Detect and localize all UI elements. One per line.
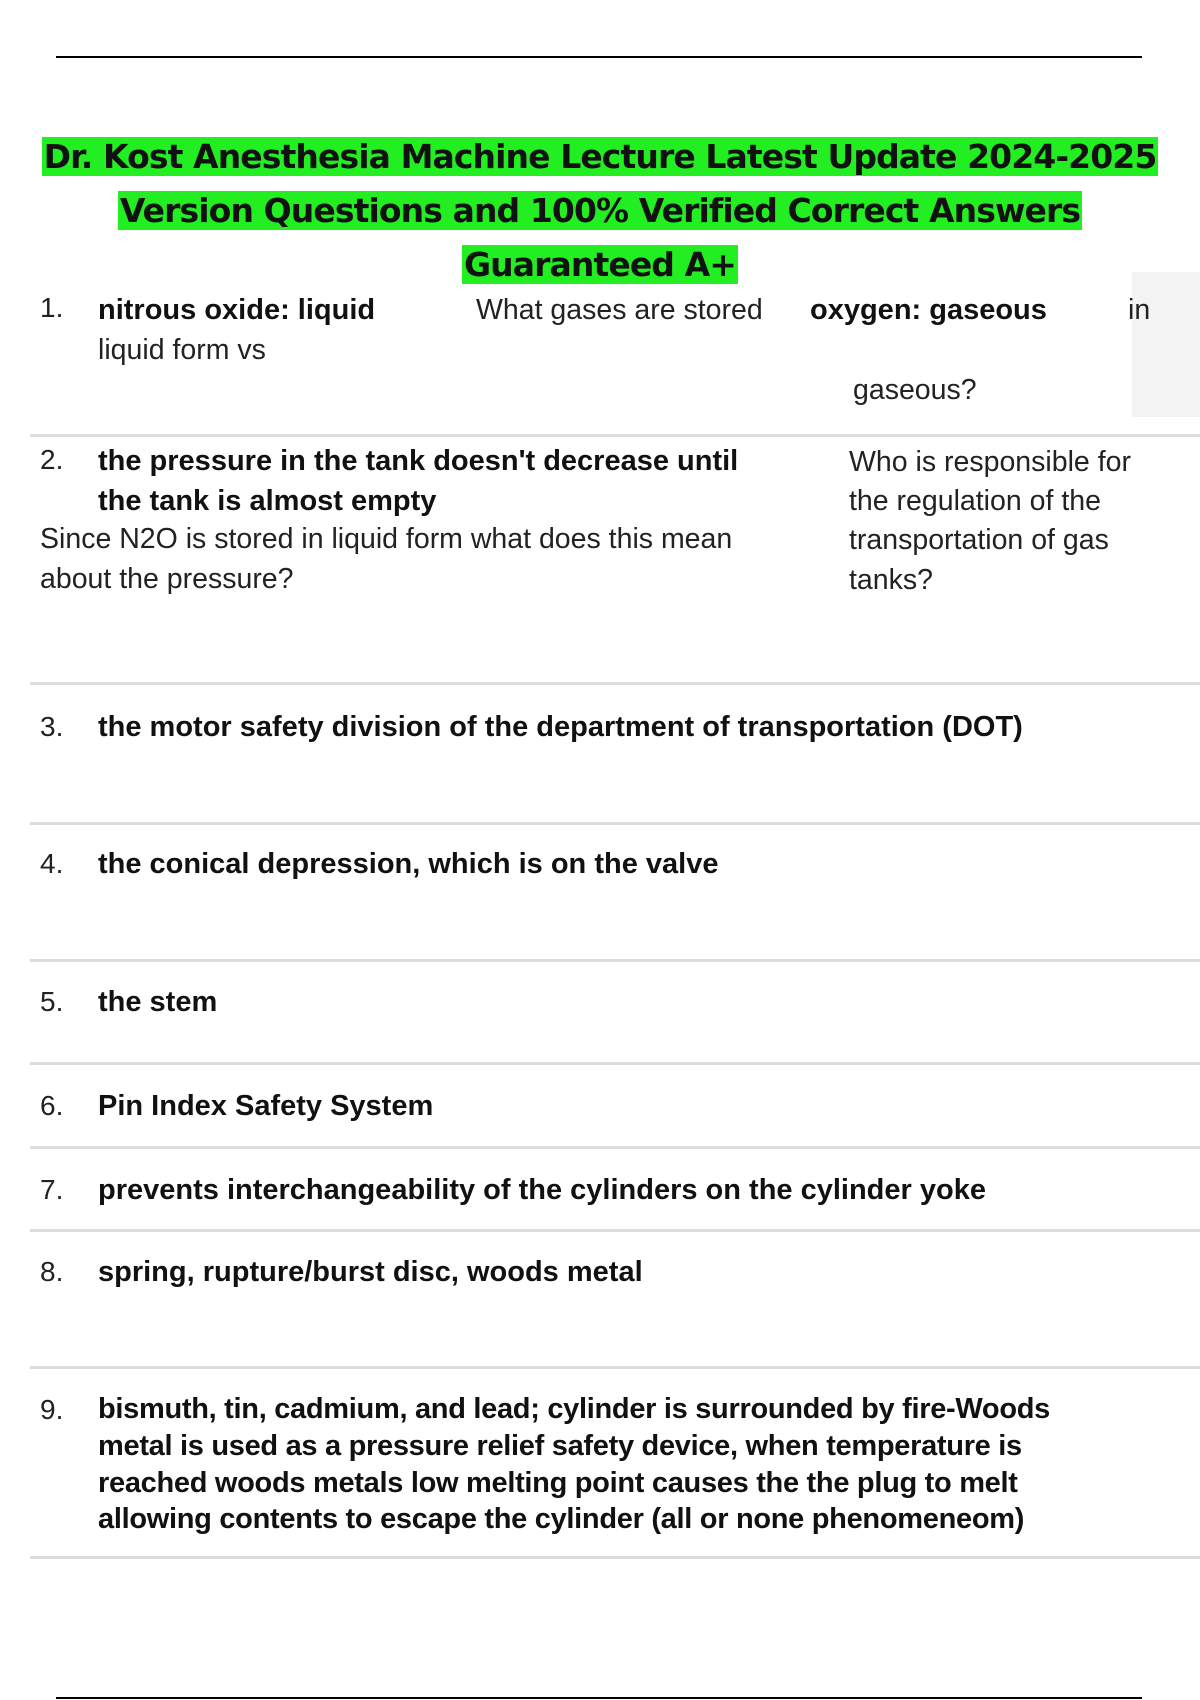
- question-text: liquid form vs: [98, 334, 266, 366]
- question-text: gaseous?: [853, 374, 977, 406]
- title-line-3: Guaranteed A+: [463, 245, 737, 284]
- item-number: 5.: [40, 986, 64, 1017]
- row-separator: [30, 1229, 1200, 1232]
- answer-line: reached woods metals low melting point causes the the plug to melt: [98, 1467, 1018, 1499]
- top-rule: [56, 56, 1142, 58]
- row-separator: [30, 1146, 1200, 1149]
- answer-line: allowing contents to escape the cylinder (all or none phenomeneom): [98, 1503, 1025, 1535]
- question-line: Since N2O is stored in liquid form what does this mean: [40, 523, 733, 555]
- row-separator: [30, 1556, 1200, 1559]
- question-text: in: [1128, 294, 1151, 326]
- answer-line: the pressure in the tank doesn't decrease until: [98, 445, 739, 477]
- side-question-line: transportation of gas: [849, 524, 1109, 556]
- answer-text: nitrous oxide: liquid: [98, 294, 376, 326]
- item-number: 7.: [40, 1174, 64, 1205]
- item-number: 1.: [40, 292, 64, 323]
- row-separator: [30, 682, 1200, 685]
- title-line-2: Version Questions and 100% Verified Correct Answers: [119, 191, 1081, 230]
- document-title: [0, 130, 1200, 292]
- answer-text: prevents interchangeability of the cylinders on the cylinder yoke: [98, 1174, 986, 1206]
- answer-text: spring, rupture/burst disc, woods metal: [98, 1256, 643, 1288]
- row-separator: [30, 434, 1200, 437]
- question-line: about the pressure?: [40, 563, 294, 595]
- answer-text: Pin Index Safety System: [98, 1090, 434, 1122]
- answer-text: the conical depression, which is on the valve: [98, 848, 719, 880]
- item-number: 9.: [40, 1394, 64, 1425]
- bottom-rule: [56, 1697, 1142, 1699]
- item-number: 3.: [40, 711, 64, 742]
- side-question-line: Who is responsible for: [849, 446, 1131, 478]
- answer-text: the motor safety division of the department of transportation (DOT): [98, 711, 1023, 743]
- side-question-line: tanks?: [849, 564, 933, 596]
- row-separator: [30, 959, 1200, 962]
- row-separator: [30, 1366, 1200, 1369]
- item-number: 4.: [40, 848, 64, 879]
- title-line-1: Dr. Kost Anesthesia Machine Lecture Latest Update 2024-2025: [43, 137, 1157, 176]
- row-separator: [30, 1062, 1200, 1065]
- answer-text: the stem: [98, 986, 218, 1018]
- answer-line: bismuth, tin, cadmium, and lead; cylinder is surrounded by fire-Woods: [98, 1393, 1051, 1425]
- item-number: 8.: [40, 1256, 64, 1287]
- answer-line: metal is used as a pressure relief safety device, when temperature is: [98, 1430, 1022, 1462]
- item-number: 2.: [40, 444, 64, 475]
- side-question-line: the regulation of the: [849, 485, 1101, 517]
- item-number: 6.: [40, 1090, 64, 1121]
- answer-line: the tank is almost empty: [98, 485, 437, 517]
- answer-text: oxygen: gaseous: [810, 294, 1047, 326]
- row-separator: [30, 822, 1200, 825]
- question-text: What gases are stored: [476, 294, 763, 326]
